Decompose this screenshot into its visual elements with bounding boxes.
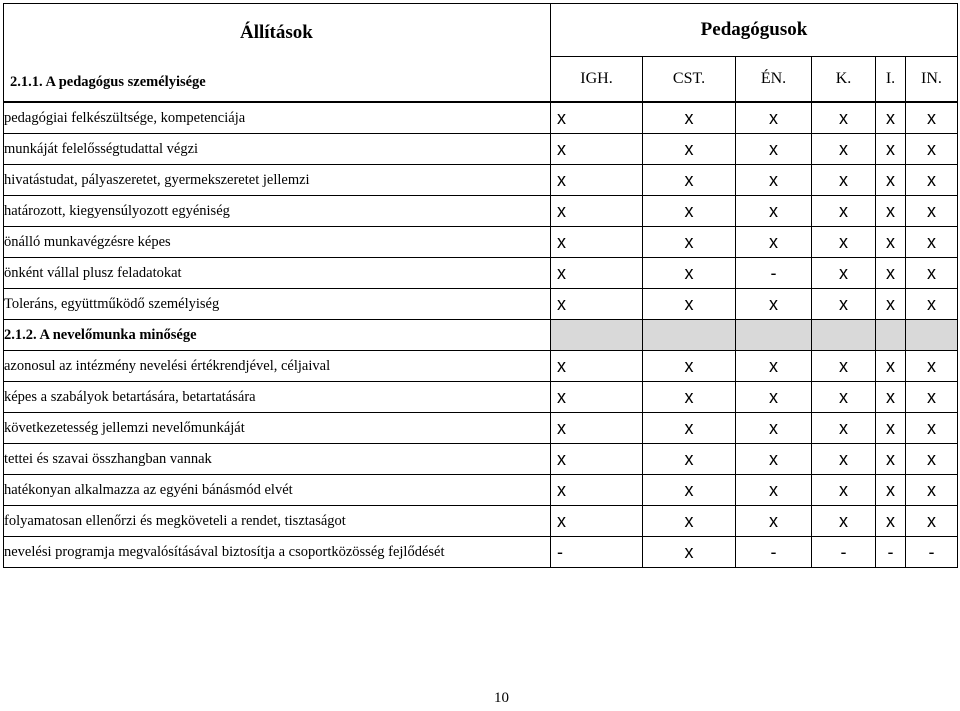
mark-cell: -	[906, 537, 958, 568]
mark-cell: x	[736, 444, 812, 475]
mark-cell: x	[906, 351, 958, 382]
table-body	[4, 102, 958, 568]
mark-cell: x	[812, 413, 876, 444]
mark-cell: -	[736, 258, 812, 289]
claims-title: Állítások	[240, 22, 313, 43]
mark-cell: -	[551, 537, 643, 568]
mark-cell: x	[906, 289, 958, 320]
table-row	[4, 196, 958, 227]
claim-label: hivatástudat, pályaszeretet, gyermekszeretet jellemzi	[4, 165, 551, 196]
column-header-1: IGH.	[551, 56, 643, 101]
mark-cell: x	[906, 382, 958, 413]
table-row	[4, 258, 958, 289]
claim-label: munkáját felelősségtudattal végzi	[4, 134, 551, 165]
mark-cell: x	[551, 506, 643, 537]
mark-cell: x	[551, 289, 643, 320]
mark-cell: x	[736, 351, 812, 382]
mark-cell: x	[643, 444, 736, 475]
mark-cell: x	[876, 382, 906, 413]
mark-cell: x	[876, 196, 906, 227]
claim-label: tettei és szavai összhangban vannak	[4, 444, 551, 475]
table-row	[4, 165, 958, 196]
mark-cell: -	[876, 537, 906, 568]
claim-label: folyamatosan ellenőrzi és megköveteli a rendet, tisztaságot	[4, 506, 551, 537]
mark-cell: x	[906, 444, 958, 475]
mark-cell: x	[876, 289, 906, 320]
mark-cell: x	[906, 506, 958, 537]
mark-cell: x	[643, 196, 736, 227]
mark-cell: x	[812, 444, 876, 475]
mark-cell: x	[906, 258, 958, 289]
mark-cell: x	[643, 258, 736, 289]
table-row	[4, 103, 958, 134]
mark-cell: x	[551, 413, 643, 444]
claim-label: azonosul az intézmény nevelési értékrendjével, céljaival	[4, 351, 551, 382]
mark-cell: -	[812, 537, 876, 568]
claims-header-cell	[4, 4, 551, 102]
page-number: 10	[494, 690, 509, 706]
mark-cell: x	[643, 227, 736, 258]
mark-cell: x	[812, 103, 876, 134]
claim-label: önálló munkavégzésre képes	[4, 227, 551, 258]
mark-cell: x	[551, 196, 643, 227]
mark-cell: x	[812, 289, 876, 320]
shaded-cell	[551, 320, 643, 351]
mark-cell: x	[551, 258, 643, 289]
mark-cell: x	[876, 351, 906, 382]
teachers-header: Pedagógusok	[551, 4, 958, 57]
mark-cell: x	[812, 506, 876, 537]
claim-label: önként vállal plusz feladatokat	[4, 258, 551, 289]
mark-cell: x	[551, 382, 643, 413]
mark-cell: x	[736, 196, 812, 227]
mark-cell: x	[876, 165, 906, 196]
mark-cell: x	[876, 475, 906, 506]
evaluation-table	[3, 3, 958, 568]
table-row	[4, 351, 958, 382]
claim-label: nevelési programja megvalósításával biztosítja a csoportközösség fejlődését	[4, 537, 551, 568]
mark-cell: x	[876, 227, 906, 258]
mark-cell: x	[906, 103, 958, 134]
mark-cell: x	[643, 351, 736, 382]
section-row	[4, 320, 958, 351]
table-row	[4, 227, 958, 258]
mark-cell: x	[736, 227, 812, 258]
mark-cell: x	[736, 103, 812, 134]
table-row	[4, 289, 958, 320]
mark-cell: x	[551, 103, 643, 134]
mark-cell: x	[736, 506, 812, 537]
mark-cell: x	[812, 258, 876, 289]
mark-cell: x	[876, 134, 906, 165]
mark-cell: x	[643, 103, 736, 134]
claim-label: határozott, kiegyensúlyozott egyéniség	[4, 196, 551, 227]
mark-cell: x	[551, 444, 643, 475]
mark-cell: x	[643, 475, 736, 506]
mark-cell: x	[643, 413, 736, 444]
table-row	[4, 413, 958, 444]
mark-cell: x	[876, 103, 906, 134]
mark-cell: x	[812, 382, 876, 413]
mark-cell: x	[906, 227, 958, 258]
column-header-3: ÉN.	[736, 56, 812, 101]
claim-label: következetesség jellemzi nevelőmunkáját	[4, 413, 551, 444]
mark-cell: x	[906, 413, 958, 444]
shaded-cell	[643, 320, 736, 351]
column-header-5: I.	[876, 56, 906, 101]
mark-cell: x	[736, 134, 812, 165]
claim-label: képes a szabályok betartására, betartatására	[4, 382, 551, 413]
mark-cell: x	[736, 165, 812, 196]
mark-cell: x	[876, 413, 906, 444]
mark-cell: x	[812, 351, 876, 382]
claim-label: Toleráns, együttműködő személyiség	[4, 289, 551, 320]
mark-cell: x	[812, 227, 876, 258]
mark-cell: -	[736, 537, 812, 568]
mark-cell: x	[551, 227, 643, 258]
mark-cell: x	[736, 413, 812, 444]
column-header-2: CST.	[643, 56, 736, 101]
mark-cell: x	[876, 258, 906, 289]
table-row	[4, 382, 958, 413]
section-title-1: 2.1.1. A pedagógus személyisége	[10, 74, 206, 90]
mark-cell: x	[643, 506, 736, 537]
table-row	[4, 537, 958, 568]
mark-cell: x	[906, 475, 958, 506]
mark-cell: x	[812, 475, 876, 506]
mark-cell: x	[643, 537, 736, 568]
mark-cell: x	[906, 165, 958, 196]
column-header-6: IN.	[906, 56, 958, 101]
mark-cell: x	[812, 196, 876, 227]
column-header-4: K.	[812, 56, 876, 101]
table-row	[4, 444, 958, 475]
mark-cell: x	[551, 134, 643, 165]
table-row	[4, 475, 958, 506]
mark-cell: x	[812, 134, 876, 165]
shaded-cell	[812, 320, 876, 351]
mark-cell: x	[736, 289, 812, 320]
table-row	[4, 134, 958, 165]
mark-cell: x	[812, 165, 876, 196]
section-title-2: 2.1.2. A nevelőmunka minősége	[4, 320, 551, 351]
mark-cell: x	[551, 475, 643, 506]
shaded-cell	[876, 320, 906, 351]
mark-cell: x	[643, 134, 736, 165]
mark-cell: x	[736, 382, 812, 413]
mark-cell: x	[736, 475, 812, 506]
mark-cell: x	[906, 134, 958, 165]
mark-cell: x	[906, 196, 958, 227]
mark-cell: x	[643, 382, 736, 413]
shaded-cell	[736, 320, 812, 351]
mark-cell: x	[643, 165, 736, 196]
mark-cell: x	[876, 444, 906, 475]
claim-label: pedagógiai felkészültsége, kompetenciája	[4, 103, 551, 134]
claim-label: hatékonyan alkalmazza az egyéni bánásmód elvét	[4, 475, 551, 506]
mark-cell: x	[551, 165, 643, 196]
mark-cell: x	[876, 506, 906, 537]
table-row	[4, 506, 958, 537]
mark-cell: x	[643, 289, 736, 320]
shaded-cell	[906, 320, 958, 351]
mark-cell: x	[551, 351, 643, 382]
